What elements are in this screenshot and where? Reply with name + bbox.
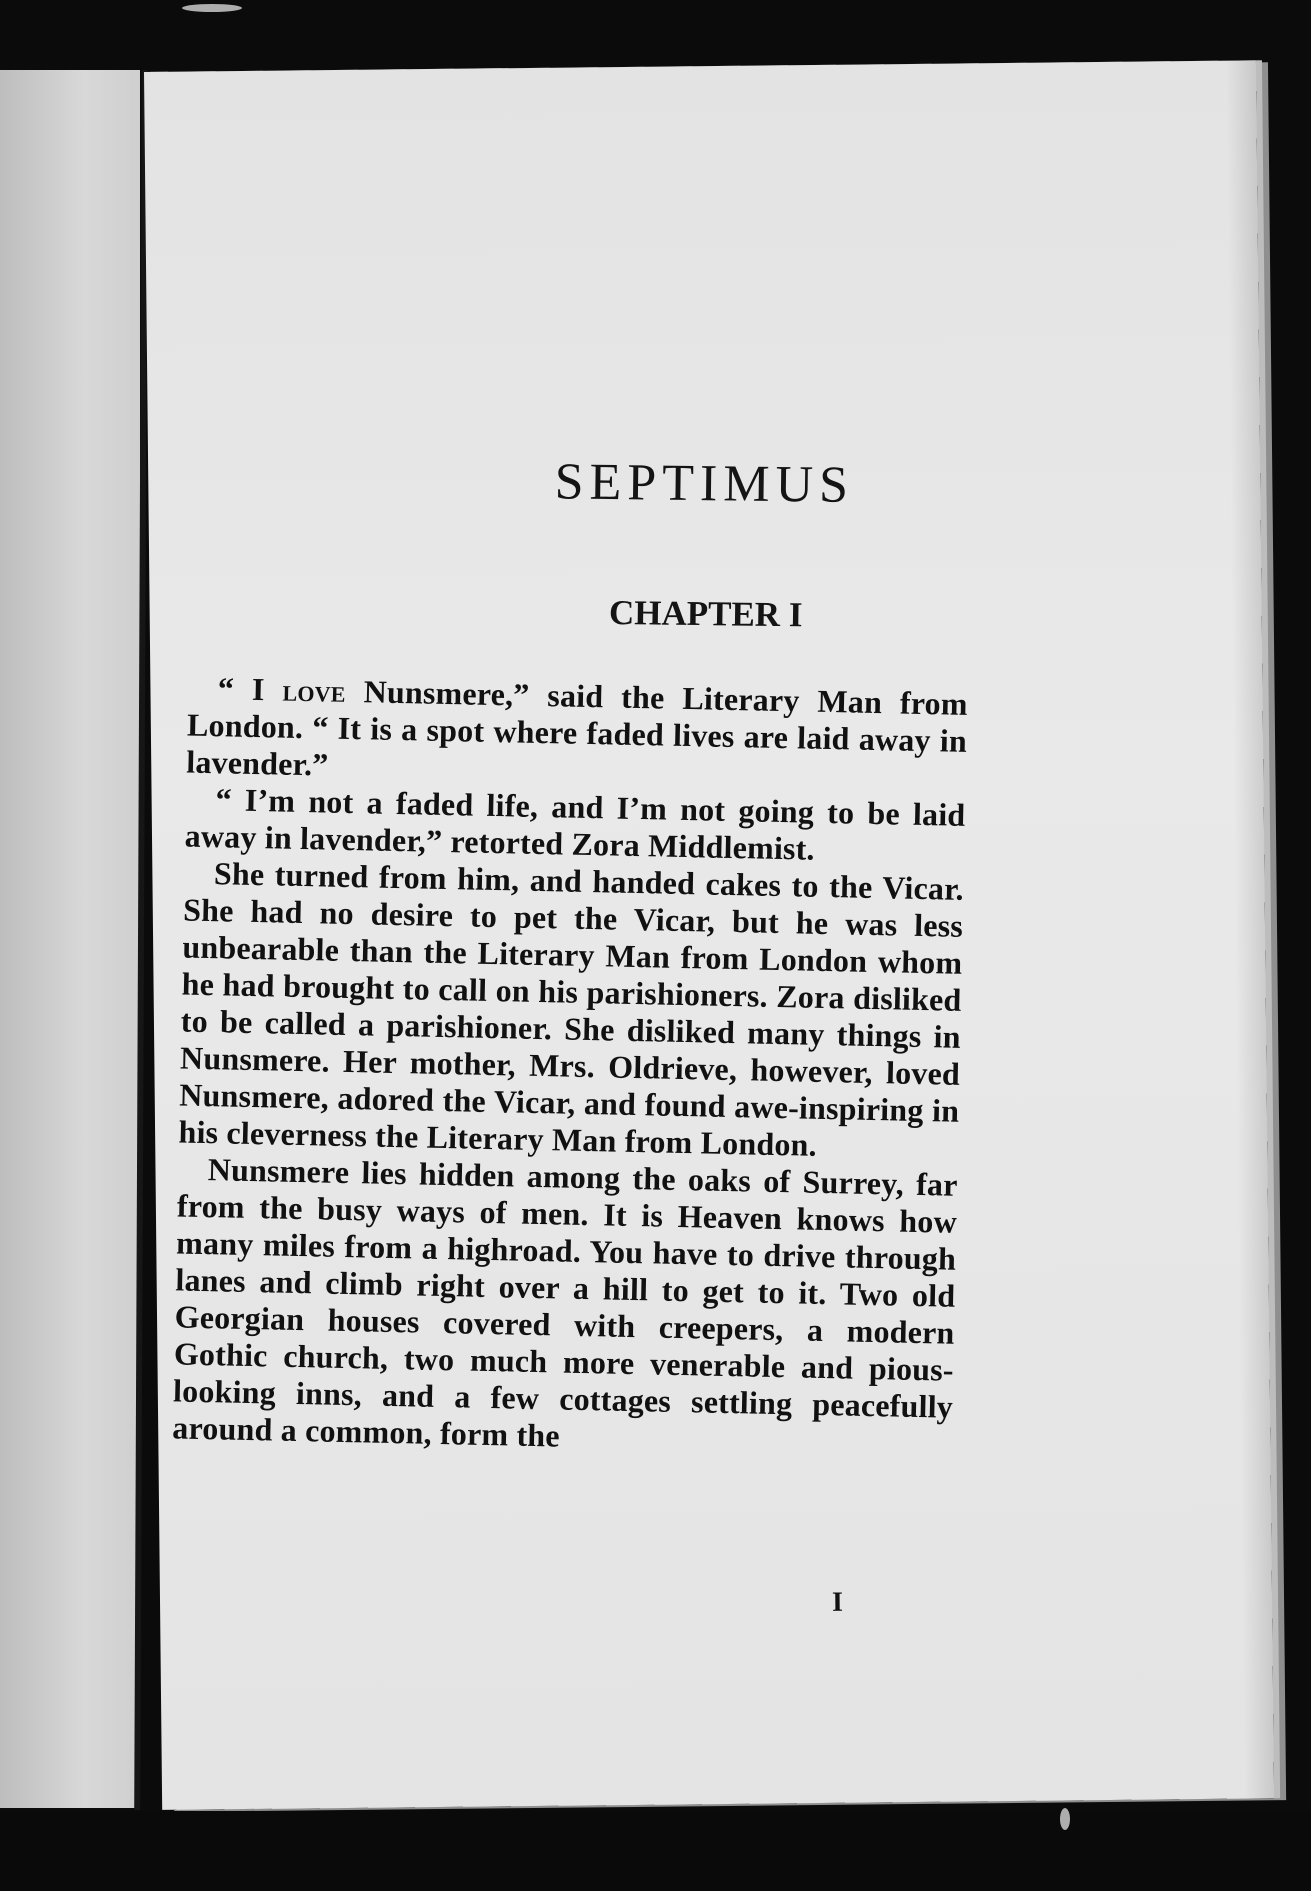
facing-page-edge [0,70,140,1808]
paragraph [186,670,968,797]
paragraph [172,1150,958,1462]
chapter-heading: CHAPTER I [608,592,803,635]
paragraph-text: She turned from him, and handed cakes to the Vicar. She had no desire to pet the Vicar, but he was less unbearable than the Literary Man from London whom he had brought to call on his parishioners. Zora disliked to be called a parishioner. She disliked many things in Nunsmere. Her mother, Mrs. Oldrieve, however, loved Nunsmere, adored the Vicar, and found awe-inspiring in his cleverness the Literary Man from London. [178,855,965,1163]
book-page [144,60,1274,1810]
paragraph-text: Nunsmere lies hidden among the oaks of Surrey, far from the busy ways of men. It is Heaven knows how many miles from a highroad. You have to drive through lanes and climb right over a hill to get to it. Two old Georgian houses covered with creepers, a modern Gothic church, two much more venerable and pious-looking inns, and a few cottages settling peacefully around a common, form the [172,1151,959,1454]
scan-speck [1060,1808,1070,1830]
page-number: I [831,1586,844,1618]
paragraph-text: Nunsmere,” said the Literary Man from London. “ It is a spot where faded lives are laid away in lavender.” [185,672,969,783]
paragraph-text: “ I’m not a faded life, and I’m not going to be laid away in lavender,” retorted Zora Middlemist. [184,781,966,867]
scan-bottom-border [0,1811,1311,1891]
book-title: SEPTIMUS [554,453,855,514]
page-edge-shadow [1226,60,1274,1798]
paragraph-lead: “ I [217,670,283,708]
paragraph-smallcaps: love [282,671,347,709]
scan-speck [182,4,242,12]
body-text [172,670,968,1463]
paragraph [178,855,964,1167]
